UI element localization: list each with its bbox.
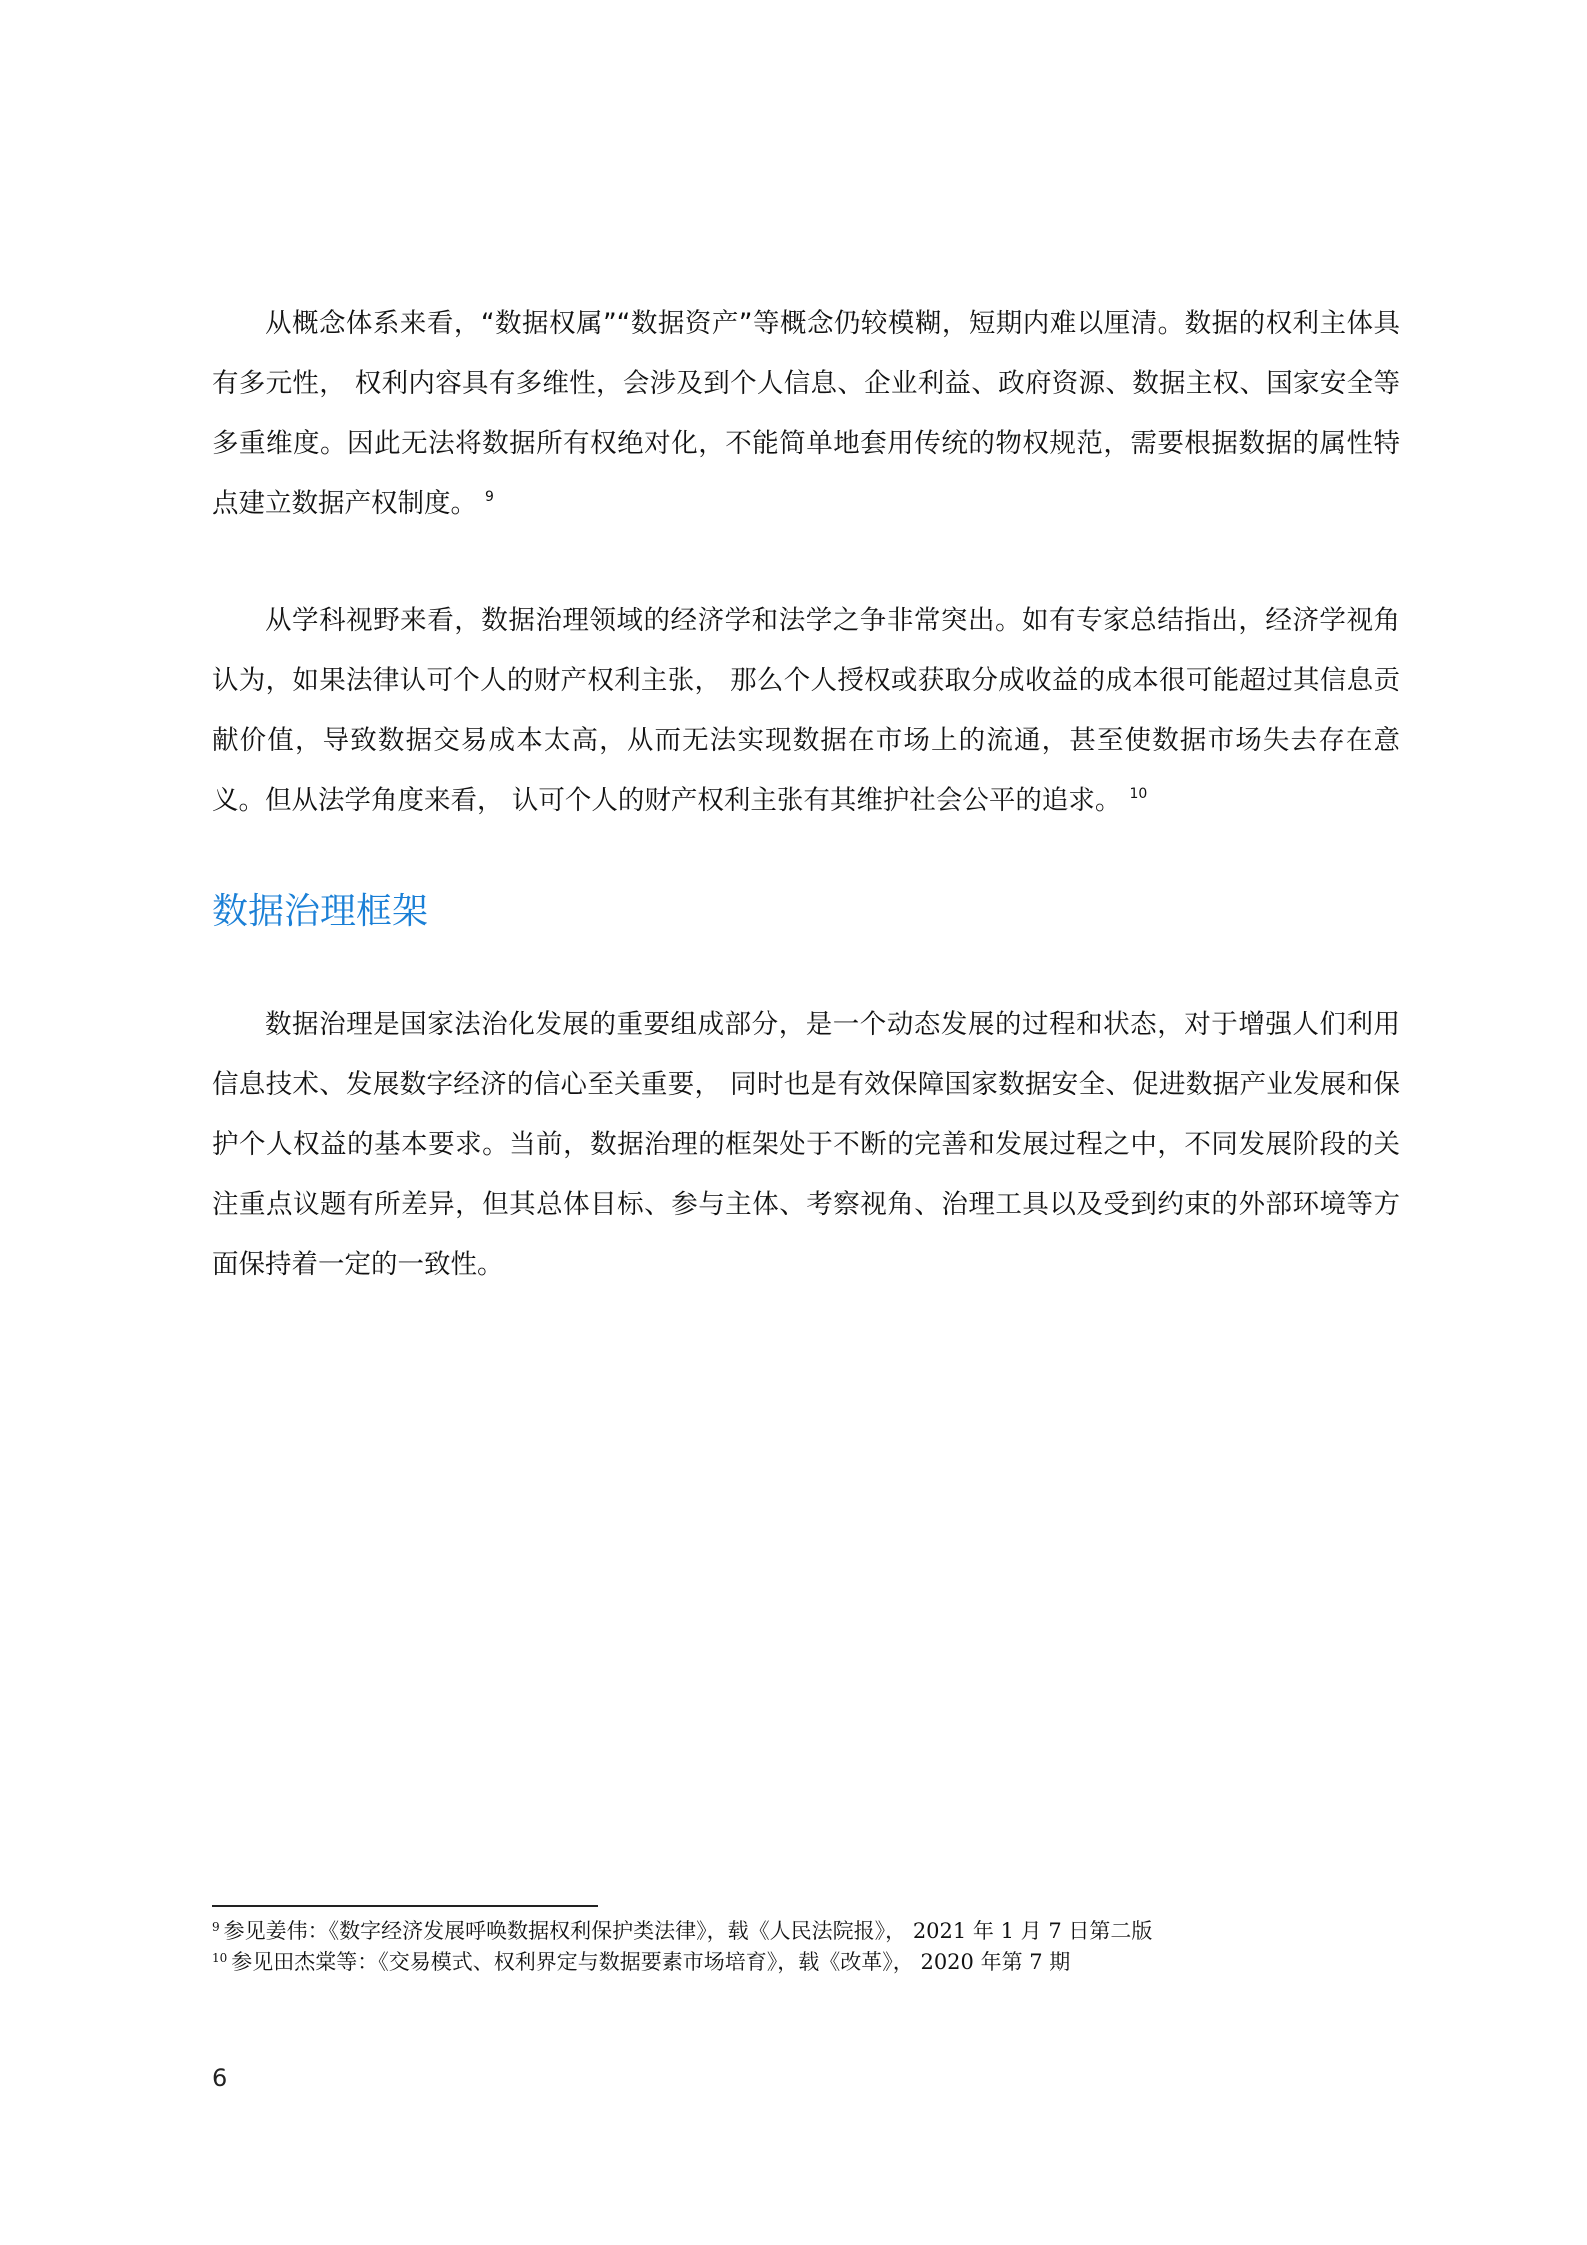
footnote-text: 参见姜伟：《数字经济发展呼唤数据权利保护类法律》，载《人民法院报》， 2021 年 1 月 7 日第二版 [223, 1919, 1153, 1943]
footnote-ref-10[interactable]: 10 [1129, 786, 1148, 802]
page-number: 6 [212, 2064, 228, 2092]
footnote-text: 参见田杰棠等：《交易模式、权利界定与数据要素市场培育》，载《改革》， 2020 年第 7 期 [231, 1950, 1071, 1974]
footnote-item [212, 1916, 1400, 1947]
paragraph-governance-framework: 数据治理是国家法治化发展的重要组成部分，是一个动态发展的过程和状态，对于增强人们利用信息技术、发展数字经济的信心至关重要， 同时也是有效保障国家数据安全、促进数据产业发展和保护个人权益的基本要求。当前，数据治理的框架处于不断的完善和发展过程之中，不同发展阶段的关注重点议题有所差异，但其总体目标、参与主体、考察视角、治理工具以及受到约束的外部环境等方面保持着一定的一致性。 [212, 1009, 1400, 1280]
paragraph-text: 从学科视野来看，数据治理领域的经济学和法学之争非常突出。如有专家总结指出，经济学视角认为，如果法律认可个人的财产权利主张， 那么个人授权或获取分成收益的成本很可能超过其信息贡献价值，导致数据交易成本太高，从而无法实现数据在市场上的流通，甚至使数据市场失去存在意义。但从法学角度来看， 认可个人的财产权利主张有其维护社会公平的追求。 [212, 605, 1400, 816]
footnote-number: 9 [212, 1920, 220, 1934]
paragraph-property-rights [212, 294, 1400, 534]
paragraph-text: 从概念体系来看，“数据权属”“数据资产”等概念仍较模糊，短期内难以厘清。数据的权利主体具有多元性， 权利内容具有多维性，会涉及到个人信息、企业利益、政府资源、数据主权、国家安全等多重维度。因此无法将数据所有权绝对化，不能简单地套用传统的物权规范，需要根据数据的属性特点建立数据产权制度。 [212, 308, 1400, 519]
footnote-item [212, 1947, 1400, 1978]
footnote-number: 10 [212, 1951, 228, 1965]
footnote-divider [212, 1905, 598, 1907]
section-heading: 数据治理框架 [212, 891, 429, 932]
footnotes [212, 1916, 1400, 1978]
paragraph-disciplinary-debate [212, 591, 1400, 831]
footnote-ref-9[interactable]: 9 [485, 489, 494, 505]
